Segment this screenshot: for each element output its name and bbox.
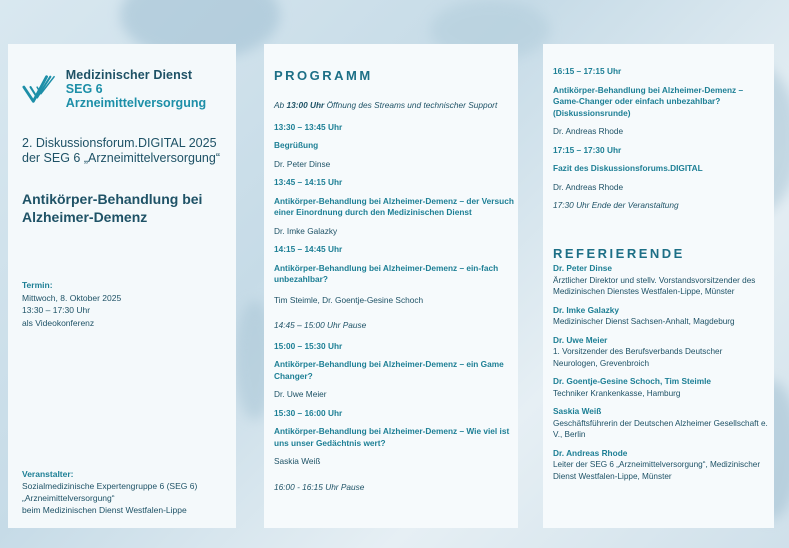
checkmark-logo-icon <box>22 73 60 105</box>
slot-speaker: Dr. Imke Galazky <box>274 225 338 236</box>
referee-name: Dr. Peter Dinse <box>553 263 613 273</box>
title-panel <box>8 44 236 528</box>
referees-list <box>553 263 769 482</box>
slot-time: 16:15 – 17:15 Uhr <box>553 66 622 76</box>
program-intro <box>274 100 514 112</box>
slot-title: Antikörper-Behandlung bei Alzheimer-Demenz – Game-Changer oder einfach unbezahlbar? (Diskussionsrunde) <box>553 84 744 118</box>
slot-title: Begrüßung <box>274 140 319 150</box>
program-list-continued <box>553 66 771 212</box>
program-continued-panel <box>543 44 774 528</box>
pause-1: 14:45 – 15:00 Uhr Pause <box>274 320 367 330</box>
slot-title: Antikörper-Behandlung bei Alzheimer-Demenz – der Versuch einer Einordnung durch den Medizinischen Dienst <box>274 195 514 217</box>
referee <box>553 263 769 298</box>
slot-title: Antikörper-Behandlung bei Alzheimer-Demenz – ein-fach unbezahlbar? <box>274 262 499 284</box>
slot-title: Antikörper-Behandlung bei Alzheimer-Demenz – ein Game Changer? <box>274 359 504 381</box>
slot-time: 15:00 – 15:30 Uhr <box>274 340 343 351</box>
event-title-line2: der SEG 6 „Arzneimittelversorgung“ <box>22 151 220 165</box>
termin-block <box>22 279 121 329</box>
referee-desc: Ärztlicher Direktor und stellv. Vorstandsvorsitzender des Medizinischen Dienstes Westfalen-Lippe, Münster <box>553 275 756 296</box>
referee <box>553 448 769 483</box>
referee <box>553 406 769 441</box>
program-heading: PROGRAMM <box>274 68 373 83</box>
pause-2: 16:00 - 16:15 Uhr Pause <box>274 481 365 492</box>
referee <box>553 376 769 399</box>
referee-desc: Techniker Krankenkasse, Hamburg <box>553 388 681 398</box>
event-title-line1: 2. Diskussionsforum.DIGITAL 2025 <box>22 136 217 150</box>
logo <box>22 68 236 110</box>
program-list <box>274 100 514 493</box>
topic-title-line1: Antikörper-Behandlung bei <box>22 191 203 207</box>
referee-name: Dr. Goentje-Gesine Schoch, Tim Steimle <box>553 376 711 386</box>
event-title <box>22 136 232 166</box>
slot-time: 13:45 – 14:15 Uhr <box>274 177 343 187</box>
slot-speaker: Dr. Peter Dinse <box>274 158 331 169</box>
veranstalter-block <box>22 468 232 516</box>
referee <box>553 305 769 328</box>
slot-title: Antikörper-Behandlung bei Alzheimer-Demenz – Wie viel ist uns unser Gedächtnis wert? <box>274 426 510 448</box>
veranstalter-line2: „Arzneimittelversorgung“ <box>22 493 115 503</box>
intro-text: Öffnung des Streams und technischer Support <box>324 100 498 110</box>
intro-prefix: Ab <box>274 100 287 110</box>
slot-speaker: Tim Steimle, Dr. Goentje-Gesine Schoch <box>274 294 424 305</box>
slot-speaker: Dr. Andreas Rhode <box>553 126 624 136</box>
veranstalter-line3: beim Medizinischen Dienst Westfalen-Lippe <box>22 505 187 515</box>
slot-time: 17:15 – 17:30 Uhr <box>553 144 622 155</box>
referee-desc: Leiter der SEG 6 „Arzneimittelversorgung“, Medizinischer Dienst Westfalen-Lippe, Münster <box>553 460 761 481</box>
slot-speaker: Saskia Weiß <box>274 456 321 466</box>
slot-speaker: Dr. Uwe Meier <box>274 389 327 399</box>
referee-desc: 1. Vorsitzender des Berufsverbands Deutscher Neurologen, Grevenbroich <box>553 347 723 368</box>
veranstalter-line1: Sozialmedizinische Expertengruppe 6 (SEG 6) <box>22 481 198 491</box>
termin-date: Mittwoch, 8. Oktober 2025 <box>22 292 122 303</box>
slot-time: 13:30 – 13:45 Uhr <box>274 121 343 132</box>
slot-time: 15:30 – 16:00 Uhr <box>274 407 343 418</box>
termin-time: 13:30 – 17:30 Uhr <box>22 305 91 315</box>
referees-heading: REFERIERENDE <box>553 246 685 261</box>
referee-name: Saskia Weiß <box>553 406 602 416</box>
referee <box>553 335 769 370</box>
intro-time: 13:00 Uhr <box>286 100 325 110</box>
referee-desc: Medizinischer Dienst Sachsen-Anhalt, Magdeburg <box>553 317 735 326</box>
termin-format: als Videokonferenz <box>22 317 95 328</box>
program-end: 17:30 Uhr Ende der Veranstaltung <box>553 200 679 210</box>
veranstalter-label: Veranstalter: <box>22 469 74 479</box>
slot-speaker: Dr. Andreas Rhode <box>553 181 624 192</box>
program-panel <box>264 44 518 528</box>
referee-desc: Geschäftsführerin der Deutschen Alzheimer Gesellschaft e. V., Berlin <box>553 418 768 439</box>
slot-title: Fazit des Diskussionsforums.DIGITAL <box>553 163 703 173</box>
topic-title <box>22 190 232 226</box>
referee-name: Dr. Imke Galazky <box>553 304 619 315</box>
logo-line2: SEG 6 Arzneimittelversorgung <box>65 82 207 110</box>
termin-label: Termin: <box>22 280 53 290</box>
logo-line1: Medizinischer Dienst <box>65 68 193 82</box>
topic-title-line2: Alzheimer-Demenz <box>22 209 148 225</box>
referee-name: Dr. Andreas Rhode <box>553 447 628 458</box>
slot-time: 14:15 – 14:45 Uhr <box>274 244 343 254</box>
referee-name: Dr. Uwe Meier <box>553 334 608 345</box>
